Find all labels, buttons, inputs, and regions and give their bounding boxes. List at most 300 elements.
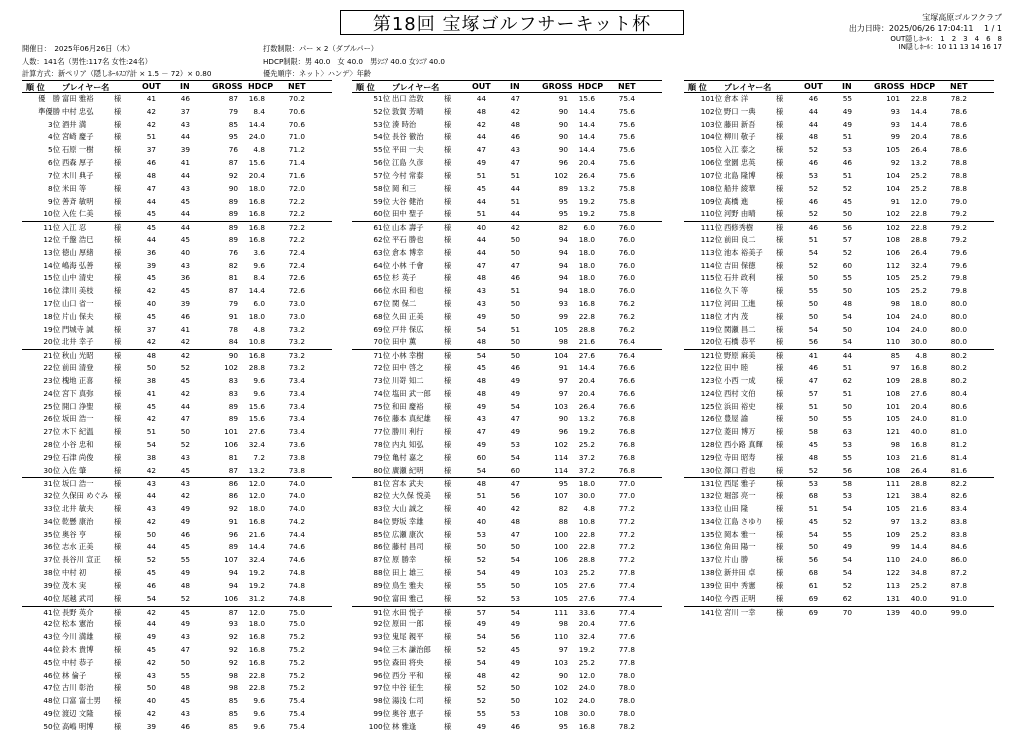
rank-cell: 127位 — [700, 427, 722, 437]
gross-score-cell: 102 — [554, 683, 568, 693]
rank-cell: 7位 — [48, 170, 60, 180]
rank-cell: 137位 — [700, 555, 722, 565]
hdcp-cell: 15.6 — [248, 414, 265, 424]
gross-score-cell: 108 — [886, 234, 900, 244]
rank-cell: 88位 — [373, 568, 390, 578]
player-name-cell: 西小路 真輝 — [724, 439, 763, 449]
hdcp-cell: 9.6 — [253, 721, 265, 731]
in-score-cell: 42 — [510, 504, 520, 513]
hdcp-cell: 24.0 — [910, 311, 927, 321]
out-score-cell: 46 — [808, 363, 818, 373]
table-row — [22, 144, 332, 157]
rank-cell: 94位 — [373, 644, 390, 654]
gross-score-cell: 90 — [558, 670, 568, 680]
player-name-cell: 片山 勝 — [724, 555, 749, 565]
out-score-cell: 44 — [808, 119, 818, 129]
honorific-cell: 様 — [114, 106, 122, 116]
gross-score-cell: 114 — [554, 452, 568, 462]
table-row — [352, 93, 662, 106]
rank-cell: 27位 — [43, 427, 60, 437]
table-row — [352, 682, 662, 695]
net-score-cell: 81.0 — [950, 427, 967, 437]
in-score-cell: 45 — [180, 696, 190, 706]
gross-score-cell: 92 — [228, 632, 238, 642]
net-score-cell: 74.0 — [288, 479, 305, 489]
table-row — [352, 272, 662, 285]
out-score-cell: 52 — [808, 260, 818, 270]
net-score-cell: 76.0 — [618, 247, 635, 257]
player-name-cell: 西村 文伯 — [724, 388, 756, 398]
out-score-cell: 48 — [476, 670, 486, 680]
gross-score-cell: 93 — [890, 106, 900, 116]
player-name-cell: 片山 保夫 — [62, 311, 94, 321]
rank-cell: 20位 — [43, 337, 60, 347]
gross-score-cell: 78 — [228, 324, 238, 334]
in-score-cell: 53 — [510, 593, 520, 603]
gross-score-cell: 106 — [886, 247, 900, 257]
player-name-cell: 新井田 卓 — [724, 568, 756, 578]
hdcp-cell: 15.6 — [578, 94, 595, 103]
net-score-cell: 75.0 — [288, 607, 305, 617]
table-row — [684, 554, 994, 567]
out-score-cell: 52 — [808, 209, 818, 219]
honorific-cell: 様 — [444, 580, 452, 590]
gross-score-cell: 84 — [228, 337, 238, 347]
hdcp-cell: 13.2 — [910, 516, 927, 526]
honorific-cell: 様 — [114, 223, 122, 233]
table-row — [352, 260, 662, 273]
out-score-cell: 52 — [146, 555, 156, 565]
honorific-cell: 様 — [114, 427, 122, 437]
gross-score-cell: 104 — [886, 311, 900, 321]
out-score-cell: 50 — [476, 542, 486, 552]
rank-cell: 25位 — [43, 401, 60, 411]
hdcp-cell: 19.2 — [248, 580, 265, 590]
gross-score-cell: 94 — [558, 247, 568, 257]
gross-score-cell: 108 — [886, 388, 900, 398]
honorific-cell: 様 — [114, 465, 122, 475]
hdcp-cell: 18.0 — [578, 479, 595, 489]
header-net: NET — [288, 82, 306, 91]
out-score-cell: 48 — [476, 337, 486, 347]
table-row — [22, 93, 332, 106]
rank-cell: 128位 — [700, 439, 722, 449]
table-row — [352, 452, 662, 465]
in-score-cell: 40 — [180, 247, 190, 257]
net-score-cell: 76.8 — [618, 439, 635, 449]
gross-score-cell: 90 — [558, 119, 568, 129]
rank-cell: 102位 — [700, 106, 722, 116]
net-score-cell: 74.8 — [288, 580, 305, 590]
gross-score-cell: 107 — [554, 491, 568, 501]
gross-score-cell: 102 — [554, 696, 568, 706]
table-row — [684, 272, 994, 285]
table-row — [352, 208, 662, 221]
player-name-cell: 和田 慶裕 — [392, 401, 424, 411]
hdcp-cell: 24.0 — [578, 683, 595, 693]
player-name-cell: 塩田 武一郎 — [392, 388, 431, 398]
player-name-cell: 出口 浩敦 — [392, 94, 424, 103]
player-name-cell: 北井 敏夫 — [62, 504, 94, 513]
in-score-cell: 55 — [842, 414, 852, 424]
player-name-cell: 亀村 嘉之 — [392, 452, 424, 462]
out-score-cell: 61 — [808, 580, 818, 590]
player-name-cell: 水田 悦子 — [392, 607, 424, 617]
rank-cell: 111位 — [700, 223, 722, 233]
header-out: OUT — [142, 82, 161, 91]
player-name-cell: 津川 美枝 — [62, 286, 94, 296]
rank-cell: 54位 — [373, 132, 390, 142]
honorific-cell: 様 — [114, 580, 122, 590]
player-name-cell: 藤村 昌司 — [392, 542, 424, 552]
rank-cell: 93位 — [373, 632, 390, 642]
net-score-cell: 75.0 — [288, 619, 305, 629]
rank-cell: 53位 — [373, 119, 390, 129]
rank-cell: 101位 — [700, 94, 722, 103]
in-score-cell: 45 — [180, 542, 190, 552]
out-score-cell: 44 — [146, 491, 156, 501]
net-score-cell: 77.2 — [618, 516, 635, 526]
hdcp-cell: 21.6 — [910, 504, 927, 513]
rank-cell: 準優勝 — [38, 106, 60, 116]
net-score-cell: 78.6 — [950, 119, 967, 129]
in-score-cell: 46 — [180, 94, 190, 103]
table-row — [352, 606, 662, 619]
table-row — [352, 375, 662, 388]
out-score-cell: 42 — [146, 106, 156, 116]
honorific-cell: 様 — [114, 568, 122, 578]
honorific-cell: 様 — [114, 94, 122, 103]
hdcp-cell: 16.8 — [248, 632, 265, 642]
player-name-cell: 徳山 厚緒 — [62, 247, 94, 257]
hdcp-cell: 28.8 — [248, 363, 265, 373]
honorific-cell: 様 — [114, 247, 122, 257]
player-name-cell: 入江 泰之 — [724, 145, 756, 155]
player-name-cell: 石井 政利 — [724, 273, 756, 283]
player-name-cell: 柳川 敬子 — [724, 132, 756, 142]
out-score-cell: 45 — [476, 183, 486, 193]
honorific-cell: 様 — [776, 542, 784, 552]
priority-order: 優先順序：ネット〉ハンデ〉年齢 — [263, 69, 371, 78]
honorific-cell: 様 — [114, 119, 122, 129]
hdcp-cell: 25.2 — [910, 273, 927, 283]
hdcp-cell: 21.6 — [248, 529, 265, 539]
hdcp-cell: 22.8 — [248, 670, 265, 680]
net-score-cell: 80.6 — [950, 401, 967, 411]
player-name-cell: 林 倫子 — [62, 670, 87, 680]
honorific-cell: 様 — [114, 196, 122, 206]
rank-cell: 63位 — [373, 247, 390, 257]
player-name-cell: 田中 啓之 — [392, 363, 424, 373]
table-row — [22, 298, 332, 311]
gross-score-cell: 89 — [228, 223, 238, 233]
honorific-cell: 様 — [114, 170, 122, 180]
rank-cell: 95位 — [373, 657, 390, 667]
gross-score-cell: 121 — [886, 427, 900, 437]
net-score-cell: 71.4 — [288, 158, 305, 168]
out-score-cell: 48 — [146, 351, 156, 361]
out-score-cell: 54 — [808, 529, 818, 539]
in-score-cell: 49 — [510, 568, 520, 578]
table-row — [22, 721, 332, 734]
net-score-cell: 78.0 — [618, 696, 635, 706]
net-score-cell: 83.4 — [950, 504, 967, 513]
rank-cell: 33位 — [43, 504, 60, 513]
gross-score-cell: 89 — [228, 196, 238, 206]
in-score-cell: 49 — [842, 542, 852, 552]
table-row — [684, 375, 994, 388]
out-score-cell: 49 — [476, 439, 486, 449]
player-name-cell: 入佐 仁美 — [62, 209, 94, 219]
in-score-cell: 62 — [842, 593, 852, 603]
table-row — [684, 541, 994, 554]
event-date: 開催日： 2025年06月26日（木） — [22, 44, 135, 53]
table-row — [22, 413, 332, 426]
player-name-cell: 富田 雅裕 — [62, 94, 94, 103]
net-score-cell: 80.2 — [950, 363, 967, 373]
hdcp-cell: 16.8 — [910, 439, 927, 449]
net-score-cell: 77.8 — [618, 644, 635, 654]
honorific-cell: 様 — [114, 491, 122, 501]
out-score-cell: 50 — [808, 542, 818, 552]
player-name-cell: 前田 清登 — [62, 363, 94, 373]
in-score-cell: 45 — [180, 196, 190, 206]
net-score-cell: 79.6 — [950, 247, 967, 257]
hdcp-cell: 24.0 — [910, 324, 927, 334]
player-name-cell: 平石 勝也 — [392, 234, 424, 244]
player-name-cell: 中村 初 — [62, 568, 87, 578]
out-score-cell: 56 — [808, 555, 818, 565]
in-score-cell: 48 — [180, 580, 190, 590]
net-score-cell: 76.8 — [618, 465, 635, 475]
in-score-cell: 49 — [510, 427, 520, 437]
gross-score-cell: 108 — [886, 465, 900, 475]
hdcp-cell: 22.8 — [910, 94, 927, 103]
hdcp-cell: 28.8 — [910, 234, 927, 244]
hdcp-cell: 24.0 — [910, 414, 927, 424]
hdcp-cell: 40.0 — [910, 427, 927, 437]
honorific-cell: 様 — [776, 529, 784, 539]
player-name-cell: 田中 秀憲 — [724, 580, 756, 590]
honorific-cell: 様 — [114, 311, 122, 321]
rank-cell: 131位 — [700, 479, 722, 489]
hdcp-cell: 25.2 — [578, 439, 595, 449]
player-name-cell: 西分 平和 — [392, 670, 424, 680]
in-score-cell: 39 — [180, 299, 190, 308]
hdcp-cell: 4.8 — [253, 324, 265, 334]
gross-score-cell: 89 — [228, 414, 238, 424]
hdcp-cell: 14.4 — [910, 119, 927, 129]
table-row — [352, 157, 662, 170]
rank-cell: 34位 — [43, 516, 60, 526]
net-score-cell: 73.4 — [288, 401, 305, 411]
honorific-cell: 様 — [444, 683, 452, 693]
net-score-cell: 86.0 — [950, 555, 967, 565]
out-score-cell: 45 — [146, 223, 156, 233]
net-score-cell: 82.2 — [950, 479, 967, 489]
table-row — [684, 247, 994, 260]
rank-cell: 62位 — [373, 234, 390, 244]
gross-score-cell: 101 — [224, 427, 238, 437]
table-row — [352, 695, 662, 708]
in-score-cell: 54 — [510, 452, 520, 462]
table-row — [22, 324, 332, 337]
table-row — [352, 670, 662, 683]
honorific-cell: 様 — [114, 439, 122, 449]
player-name-cell: 久田 正美 — [392, 311, 424, 321]
honorific-cell: 様 — [444, 709, 452, 718]
honorific-cell: 様 — [114, 504, 122, 513]
net-score-cell: 87.8 — [950, 580, 967, 590]
hdcp-cell: 9.6 — [253, 260, 265, 270]
rank-cell: 13位 — [43, 247, 60, 257]
rank-cell: 24位 — [43, 388, 60, 398]
rank-cell: 73位 — [373, 375, 390, 385]
in-score-cell: 54 — [510, 555, 520, 565]
output-datetime: 出力日時：2025/06/26 17:04:11 1 / 1 — [848, 24, 1002, 33]
player-name-cell: 湊 時治 — [392, 119, 417, 129]
header-hdcp: HDCP — [910, 82, 936, 91]
player-name-cell: 江島 さゆり — [724, 516, 763, 526]
gross-score-cell: 89 — [558, 183, 568, 193]
player-name-cell: 秋山 光昭 — [62, 351, 94, 361]
player-name-cell: 才内 茂 — [724, 311, 749, 321]
player-name-cell: 岡 和三 — [392, 183, 417, 193]
honorific-cell: 様 — [444, 94, 452, 103]
hdcp-cell: 10.8 — [248, 337, 265, 347]
out-score-cell: 40 — [146, 299, 156, 308]
table-row — [684, 580, 994, 593]
gross-score-cell: 87 — [228, 607, 238, 617]
player-name-cell: 内丸 知弘 — [392, 439, 424, 449]
table-row — [684, 196, 994, 209]
table-row — [22, 106, 332, 119]
table-row — [684, 465, 994, 478]
out-score-cell: 52 — [476, 644, 486, 654]
rank-cell: 64位 — [373, 260, 390, 270]
in-score-cell: 42 — [510, 106, 520, 116]
in-score-cell: 54 — [842, 311, 852, 321]
net-score-cell: 76.0 — [618, 273, 635, 283]
in-score-cell: 48 — [510, 119, 520, 129]
honorific-cell: 様 — [114, 351, 122, 361]
hdcp-cell: 25.2 — [910, 286, 927, 296]
in-score-cell: 55 — [842, 452, 852, 462]
hdcp-cell: 10.8 — [578, 516, 595, 526]
rank-cell: 9位 — [48, 196, 60, 206]
player-name-cell: 堀部 亮一 — [724, 491, 756, 501]
hdcp-cell: 27.6 — [578, 351, 595, 361]
out-score-cell: 54 — [476, 324, 486, 334]
hdcp-cell: 25.2 — [910, 183, 927, 193]
honorific-cell: 様 — [114, 632, 122, 642]
hdcp-cell: 20.4 — [910, 132, 927, 142]
in-score-cell: 45 — [180, 286, 190, 296]
hdcp-cell: 12.0 — [248, 479, 265, 489]
gross-score-cell: 85 — [228, 709, 238, 718]
table-row — [684, 106, 994, 119]
in-score-cell: 56 — [842, 223, 852, 233]
in-score-cell: 43 — [180, 183, 190, 193]
net-score-cell: 76.2 — [618, 299, 635, 308]
in-score-cell: 46 — [510, 132, 520, 142]
out-score-cell: 60 — [476, 452, 486, 462]
honorific-cell: 様 — [776, 170, 784, 180]
net-score-cell: 80.4 — [950, 388, 967, 398]
gross-score-cell: 94 — [228, 580, 238, 590]
honorific-cell: 様 — [776, 593, 784, 603]
rank-cell: 52位 — [373, 106, 390, 116]
in-score-cell: 46 — [510, 721, 520, 731]
hdcp-cell: 14.4 — [248, 119, 265, 129]
out-score-cell: 52 — [476, 683, 486, 693]
table-row — [684, 208, 994, 221]
table-row — [22, 388, 332, 401]
table-row — [352, 234, 662, 247]
player-name-cell: 角田 陽一 — [724, 542, 756, 552]
gross-score-cell: 106 — [554, 555, 568, 565]
gross-score-cell: 105 — [554, 324, 568, 334]
table-row — [352, 516, 662, 529]
in-score-cell: 42 — [180, 491, 190, 501]
gross-score-cell: 112 — [886, 260, 900, 270]
hdcp-cell: 18.0 — [578, 286, 595, 296]
net-score-cell: 76.8 — [618, 452, 635, 462]
rank-cell: 32位 — [43, 491, 60, 501]
hdcp-cell: 22.8 — [910, 209, 927, 219]
hdcp-cell: 22.8 — [578, 529, 595, 539]
net-score-cell: 77.4 — [618, 580, 635, 590]
hdcp-cell: 16.8 — [248, 657, 265, 667]
out-score-cell: 57 — [476, 607, 486, 617]
rank-cell: 11位 — [43, 223, 60, 233]
table-row — [22, 260, 332, 273]
player-name-cell: 大谷 健治 — [392, 196, 424, 206]
player-name-cell: 茂木 実 — [62, 580, 87, 590]
rank-cell: 76位 — [373, 414, 390, 424]
header-gross: GROSS — [212, 82, 243, 91]
hdcp-cell: 28.8 — [578, 555, 595, 565]
table-row — [352, 170, 662, 183]
in-score-cell: 56 — [510, 491, 520, 501]
honorific-cell: 様 — [444, 324, 452, 334]
player-name-cell: 古川 彰治 — [62, 683, 94, 693]
honorific-cell: 様 — [444, 644, 452, 654]
hdcp-cell: 26.4 — [578, 170, 595, 180]
hdcp-cell: 16.8 — [578, 721, 595, 731]
net-score-cell: 77.0 — [618, 491, 635, 501]
hdcp-cell: 27.6 — [910, 388, 927, 398]
hdcp-cell: 16.8 — [248, 234, 265, 244]
hdcp-cell: 20.4 — [910, 401, 927, 411]
table-row — [684, 362, 994, 375]
net-score-cell: 73.4 — [288, 414, 305, 424]
net-score-cell: 78.0 — [618, 709, 635, 718]
table-row — [352, 426, 662, 439]
honorific-cell: 様 — [776, 504, 784, 513]
player-name-cell: 酒井 満 — [62, 119, 87, 129]
gross-score-cell: 96 — [228, 529, 238, 539]
table-row — [352, 541, 662, 554]
gross-score-cell: 94 — [558, 260, 568, 270]
rank-cell: 23位 — [43, 375, 60, 385]
table-row — [684, 401, 994, 414]
hdcp-cell: 8.4 — [253, 106, 265, 116]
hdcp-cell: 16.8 — [578, 299, 595, 308]
gross-score-cell: 92 — [890, 158, 900, 168]
gross-score-cell: 83 — [228, 388, 238, 398]
rank-cell: 87位 — [373, 555, 390, 565]
